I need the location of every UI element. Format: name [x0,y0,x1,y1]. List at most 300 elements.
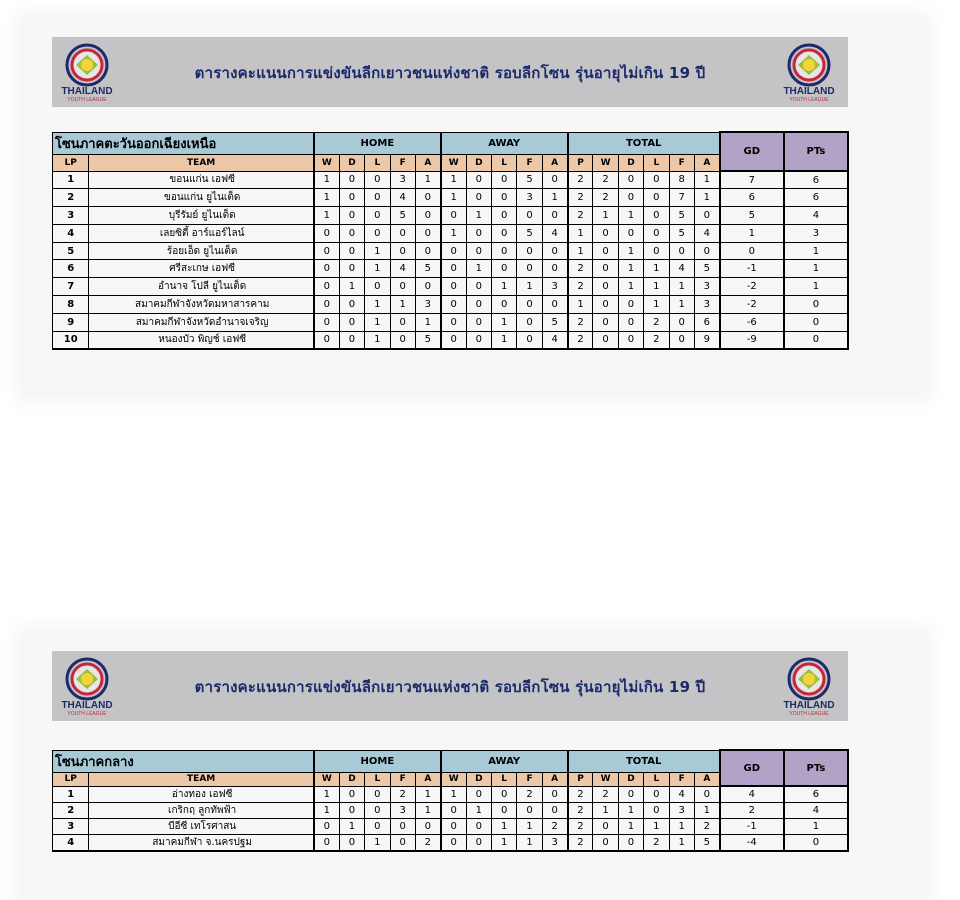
home-stat-cell: 0 [339,224,364,242]
header-home-a: A [415,772,440,786]
home-stat-cell: 0 [365,786,390,802]
banner-title: ตารางคะแนนการแข่งขันลีกเยาวชนแห่งชาติ รอบลีกโซน รุ่นอายุไม่เกิน 19 ปี [194,678,706,696]
total-stat-cell: 2 [568,802,593,818]
home-stat-cell: 1 [415,802,440,818]
rank-cell: 6 [53,260,89,278]
away-stat-cell: 1 [491,818,516,834]
total-stat-cell: 1 [568,296,593,314]
header-away-a: A [542,154,567,171]
rank-cell: 4 [53,834,89,851]
home-stat-cell: 0 [339,171,364,189]
header-home-a: A [415,154,440,171]
away-stat-cell: 0 [441,818,466,834]
zone-title: โซนภาคกลาง [53,750,314,772]
home-stat-cell: 1 [314,802,339,818]
away-stat-cell: 0 [542,786,567,802]
header-total-p: P [568,772,593,786]
total-stat-cell: 2 [568,207,593,225]
logo-wordmark: THAILAND [61,86,113,97]
away-stat-cell: 1 [466,802,491,818]
away-stat-cell: 0 [492,242,517,260]
home-stat-cell: 0 [314,224,339,242]
away-stat-cell: 0 [466,834,491,851]
away-stat-cell: 0 [492,189,517,207]
points-cell: 0 [784,313,848,331]
total-stat-cell: 1 [618,242,643,260]
header-total-l: L [644,772,669,786]
total-stat-cell: 0 [644,802,669,818]
points-cell: 1 [784,260,848,278]
away-stat-cell: 4 [542,331,567,349]
home-stat-cell: 0 [365,171,390,189]
away-stat-cell: 0 [441,207,466,225]
total-stat-cell: 6 [694,313,719,331]
away-stat-cell: 0 [466,189,491,207]
away-stat-cell: 1 [492,331,517,349]
away-stat-cell: 0 [441,278,466,296]
points-cell: 4 [784,207,848,225]
table-row [53,260,849,278]
home-stat-cell: 1 [365,260,390,278]
home-stat-cell: 1 [314,786,339,802]
total-stat-cell: 0 [669,331,694,349]
header-away-w: W [441,154,466,171]
away-stat-cell: 1 [542,189,567,207]
header-total-l: L [644,154,669,171]
table-row [53,296,849,314]
team-name-cell: หนองบัว พิญช์ เอฟซี [89,331,314,349]
home-stat-cell: 1 [365,242,390,260]
home-stat-cell: 1 [339,278,364,296]
header-home-l: L [365,772,390,786]
away-stat-cell: 0 [466,786,491,802]
logo-wordmark: THAILAND [783,700,835,711]
team-name-cell: สมาคมกีฬา จ.นครปฐม [89,834,314,851]
away-stat-cell: 5 [517,224,542,242]
total-stat-cell: 0 [618,189,643,207]
away-stat-cell: 0 [491,786,516,802]
header-lp: LP [53,154,89,171]
total-stat-cell: 2 [568,260,593,278]
home-stat-cell: 3 [415,296,440,314]
home-stat-cell: 0 [314,278,339,296]
away-stat-cell: 0 [441,331,466,349]
away-stat-cell: 0 [441,260,466,278]
header-away-l: L [491,772,516,786]
away-stat-cell: 1 [492,313,517,331]
header-total-d: D [618,772,643,786]
zone-title: โซนภาคตะวันออกเฉียงเหนือ [53,132,314,154]
total-stat-cell: 0 [644,786,669,802]
away-stat-cell: 0 [542,242,567,260]
total-stat-cell: 1 [593,802,618,818]
away-stat-cell: 3 [542,834,567,851]
home-stat-cell: 0 [365,207,390,225]
away-stat-cell: 0 [517,331,542,349]
away-stat-cell: 1 [441,189,466,207]
total-stat-cell: 1 [593,207,618,225]
total-stat-cell: 1 [618,818,643,834]
home-stat-cell: 2 [390,786,415,802]
rank-cell: 3 [53,207,89,225]
home-stat-cell: 0 [339,207,364,225]
home-stat-cell: 0 [415,818,440,834]
away-stat-cell: 0 [542,296,567,314]
home-stat-cell: 1 [314,207,339,225]
header-total: TOTAL [568,132,720,154]
header-away-a: A [542,772,567,786]
total-stat-cell: 2 [568,189,593,207]
home-stat-cell: 1 [339,818,364,834]
total-stat-cell: 0 [694,786,719,802]
table-row [53,834,849,851]
away-stat-cell: 0 [466,278,491,296]
goal-difference-cell: 5 [720,207,784,225]
home-stat-cell: 0 [339,296,364,314]
header-away-d: D [466,772,491,786]
points-cell: 1 [784,242,848,260]
total-stat-cell: 0 [593,834,618,851]
goal-difference-cell: 4 [720,786,784,802]
home-stat-cell: 0 [415,189,440,207]
rank-cell: 1 [53,171,89,189]
logo-subtitle: YOUTH LEAGUE [789,711,829,717]
total-stat-cell: 0 [618,171,643,189]
team-name-cell: อำนาจ โปลี ยูไนเต็ด [89,278,314,296]
team-name-cell: ร้อยเอ็ด ยูไนเต็ด [89,242,314,260]
total-stat-cell: 2 [568,786,593,802]
logo-subtitle: YOUTH LEAGUE [789,97,829,103]
home-stat-cell: 0 [390,331,415,349]
away-stat-cell: 2 [517,786,542,802]
total-stat-cell: 1 [694,189,719,207]
header-home: HOME [314,132,441,154]
away-stat-cell: 0 [542,171,567,189]
total-stat-cell: 1 [644,296,669,314]
points-cell: 0 [784,834,848,851]
away-stat-cell: 1 [441,171,466,189]
total-stat-cell: 2 [644,331,669,349]
home-stat-cell: 0 [390,834,415,851]
total-stat-cell: 0 [618,313,643,331]
logo-wordmark: THAILAND [61,700,113,711]
home-stat-cell: 5 [415,260,440,278]
rank-cell: 4 [53,224,89,242]
header-total-a: A [694,772,719,786]
header-lp: LP [53,772,89,786]
total-stat-cell: 1 [618,802,643,818]
away-stat-cell: 0 [491,802,516,818]
away-stat-cell: 0 [466,818,491,834]
total-stat-cell: 0 [644,207,669,225]
team-name-cell: บีอีซี เทโรศาสน [89,818,314,834]
header-home: HOME [314,750,441,772]
rank-cell: 9 [53,313,89,331]
home-stat-cell: 0 [390,242,415,260]
away-stat-cell: 3 [517,189,542,207]
total-stat-cell: 2 [568,313,593,331]
header-home-w: W [314,154,339,171]
total-stat-cell: 4 [694,224,719,242]
away-stat-cell: 3 [542,278,567,296]
table-row [53,278,849,296]
total-stat-cell: 1 [618,260,643,278]
home-stat-cell: 0 [415,278,440,296]
total-stat-cell: 9 [694,331,719,349]
points-cell: 1 [784,278,848,296]
total-stat-cell: 0 [694,207,719,225]
home-stat-cell: 0 [415,242,440,260]
header-away: AWAY [441,132,568,154]
total-stat-cell: 1 [618,207,643,225]
standings-table [52,749,849,852]
thailand-youth-league-logo [778,655,840,717]
total-stat-cell: 1 [644,818,669,834]
home-stat-cell: 0 [314,260,339,278]
total-stat-cell: 0 [593,260,618,278]
total-stat-cell: 3 [694,278,719,296]
away-stat-cell: 4 [542,224,567,242]
total-stat-cell: 5 [669,207,694,225]
table-row [53,224,849,242]
away-stat-cell: 1 [517,818,542,834]
goal-difference-cell: -2 [720,278,784,296]
team-name-cell: อ่างทอง เอฟซี [89,786,314,802]
header-away-w: W [441,772,466,786]
team-name-cell: เกริกฤ ลูกทัพฟ้า [89,802,314,818]
rank-cell: 3 [53,818,89,834]
total-stat-cell: 0 [593,331,618,349]
rank-cell: 10 [53,331,89,349]
home-stat-cell: 1 [365,834,390,851]
goal-difference-cell: 1 [720,224,784,242]
home-stat-cell: 3 [390,171,415,189]
goal-difference-cell: 6 [720,189,784,207]
table-row [53,207,849,225]
total-stat-cell: 4 [669,260,694,278]
points-cell: 6 [784,786,848,802]
header-total-f: F [669,772,694,786]
away-stat-cell: 0 [441,802,466,818]
away-stat-cell: 1 [517,278,542,296]
away-stat-cell: 0 [441,242,466,260]
home-stat-cell: 3 [390,802,415,818]
thailand-youth-league-logo [778,41,840,103]
away-stat-cell: 0 [466,296,491,314]
goal-difference-cell: -1 [720,818,784,834]
header-banner [52,651,848,721]
total-stat-cell: 1 [669,818,694,834]
total-stat-cell: 2 [568,818,593,834]
points-cell: 1 [784,818,848,834]
total-stat-cell: 0 [644,224,669,242]
away-stat-cell: 0 [466,224,491,242]
away-stat-cell: 0 [517,260,542,278]
table-row [53,171,849,189]
home-stat-cell: 1 [365,331,390,349]
away-stat-cell: 1 [492,278,517,296]
home-stat-cell: 1 [365,296,390,314]
home-stat-cell: 1 [415,786,440,802]
goal-difference-cell: -6 [720,313,784,331]
header-team: TEAM [89,154,314,171]
away-stat-cell: 2 [542,818,567,834]
home-stat-cell: 0 [314,331,339,349]
away-stat-cell: 0 [441,834,466,851]
total-stat-cell: 0 [644,242,669,260]
away-stat-cell: 0 [517,313,542,331]
total-stat-cell: 0 [694,242,719,260]
home-stat-cell: 0 [339,802,364,818]
team-name-cell: ศรีสะเกษ เอฟซี [89,260,314,278]
total-stat-cell: 0 [644,171,669,189]
home-stat-cell: 1 [365,313,390,331]
header-away-l: L [492,154,517,171]
home-stat-cell: 0 [365,802,390,818]
away-stat-cell: 0 [466,171,491,189]
away-stat-cell: 0 [492,207,517,225]
home-stat-cell: 1 [314,171,339,189]
total-stat-cell: 0 [669,313,694,331]
goal-difference-cell: -2 [720,296,784,314]
home-stat-cell: 1 [314,189,339,207]
home-stat-cell: 0 [314,818,339,834]
away-stat-cell: 5 [517,171,542,189]
total-stat-cell: 1 [568,224,593,242]
home-stat-cell: 0 [365,278,390,296]
table-row [53,802,849,818]
rank-cell: 8 [53,296,89,314]
header-total-w: W [593,772,618,786]
away-stat-cell: 0 [492,171,517,189]
points-cell: 3 [784,224,848,242]
home-stat-cell: 0 [339,786,364,802]
total-stat-cell: 5 [694,260,719,278]
total-stat-cell: 2 [568,278,593,296]
total-stat-cell: 1 [644,260,669,278]
rank-cell: 1 [53,786,89,802]
header-away-f: F [517,154,542,171]
home-stat-cell: 0 [390,278,415,296]
header-home-l: L [365,154,390,171]
header-gd: GD [720,750,784,786]
team-name-cell: ขอนแก่น ยูไนเต็ด [89,189,314,207]
total-stat-cell: 2 [694,818,719,834]
away-stat-cell: 0 [441,296,466,314]
total-stat-cell: 1 [618,278,643,296]
home-stat-cell: 0 [365,818,390,834]
header-away-d: D [466,154,491,171]
away-stat-cell: 1 [517,834,542,851]
home-stat-cell: 0 [339,313,364,331]
points-cell: 6 [784,189,848,207]
points-cell: 6 [784,171,848,189]
total-stat-cell: 1 [644,278,669,296]
total-stat-cell: 0 [593,242,618,260]
home-stat-cell: 4 [390,260,415,278]
header-total-a: A [694,154,719,171]
header-banner [52,37,848,107]
logo-subtitle: YOUTH LEAGUE [67,97,107,103]
header-total-p: P [568,154,593,171]
team-name-cell: สมาคมกีฬาจังหวัดมหาสารคาม [89,296,314,314]
home-stat-cell: 2 [415,834,440,851]
total-stat-cell: 2 [568,834,593,851]
total-stat-cell: 3 [694,296,719,314]
total-stat-cell: 0 [593,296,618,314]
header-home-f: F [390,772,415,786]
total-stat-cell: 0 [593,224,618,242]
team-name-cell: เลยซิตี้ อาร์แอร์ไลน์ [89,224,314,242]
home-stat-cell: 5 [390,207,415,225]
home-stat-cell: 0 [339,189,364,207]
away-stat-cell: 1 [441,224,466,242]
home-stat-cell: 4 [390,189,415,207]
away-stat-cell: 0 [517,296,542,314]
goal-difference-cell: 7 [720,171,784,189]
total-stat-cell: 0 [618,224,643,242]
total-stat-cell: 0 [618,834,643,851]
points-cell: 0 [784,331,848,349]
header-pts: PTs [784,132,848,171]
home-stat-cell: 0 [390,818,415,834]
total-stat-cell: 0 [593,313,618,331]
total-stat-cell: 0 [644,189,669,207]
header-total-d: D [618,154,643,171]
away-stat-cell: 0 [492,296,517,314]
home-stat-cell: 0 [314,834,339,851]
home-stat-cell: 0 [314,313,339,331]
away-stat-cell: 0 [466,242,491,260]
home-stat-cell: 0 [390,313,415,331]
away-stat-cell: 1 [466,260,491,278]
total-stat-cell: 1 [669,834,694,851]
points-cell: 0 [784,296,848,314]
logo-subtitle: YOUTH LEAGUE [67,711,107,717]
away-stat-cell: 0 [542,802,567,818]
total-stat-cell: 2 [568,331,593,349]
total-stat-cell: 5 [694,834,719,851]
total-stat-cell: 0 [593,278,618,296]
home-stat-cell: 0 [390,224,415,242]
home-stat-cell: 0 [314,242,339,260]
home-stat-cell: 1 [415,171,440,189]
total-stat-cell: 1 [694,171,719,189]
header-home-d: D [339,772,364,786]
home-stat-cell: 0 [365,189,390,207]
goal-difference-cell: 2 [720,802,784,818]
home-stat-cell: 0 [339,834,364,851]
total-stat-cell: 7 [669,189,694,207]
away-stat-cell: 0 [517,802,542,818]
header-gd: GD [720,132,784,171]
header-away: AWAY [441,750,568,772]
home-stat-cell: 1 [390,296,415,314]
table-row [53,313,849,331]
total-stat-cell: 0 [593,818,618,834]
header-total: TOTAL [568,750,720,772]
away-stat-cell: 0 [492,224,517,242]
header-away-f: F [517,772,542,786]
away-stat-cell: 0 [441,313,466,331]
rank-cell: 2 [53,802,89,818]
total-stat-cell: 2 [644,834,669,851]
rank-cell: 7 [53,278,89,296]
home-stat-cell: 1 [415,313,440,331]
goal-difference-cell: -1 [720,260,784,278]
team-name-cell: ขอนแก่น เอฟซี [89,171,314,189]
banner-title: ตารางคะแนนการแข่งขันลีกเยาวชนแห่งชาติ รอบลีกโซน รุ่นอายุไม่เกิน 19 ปี [194,64,706,82]
